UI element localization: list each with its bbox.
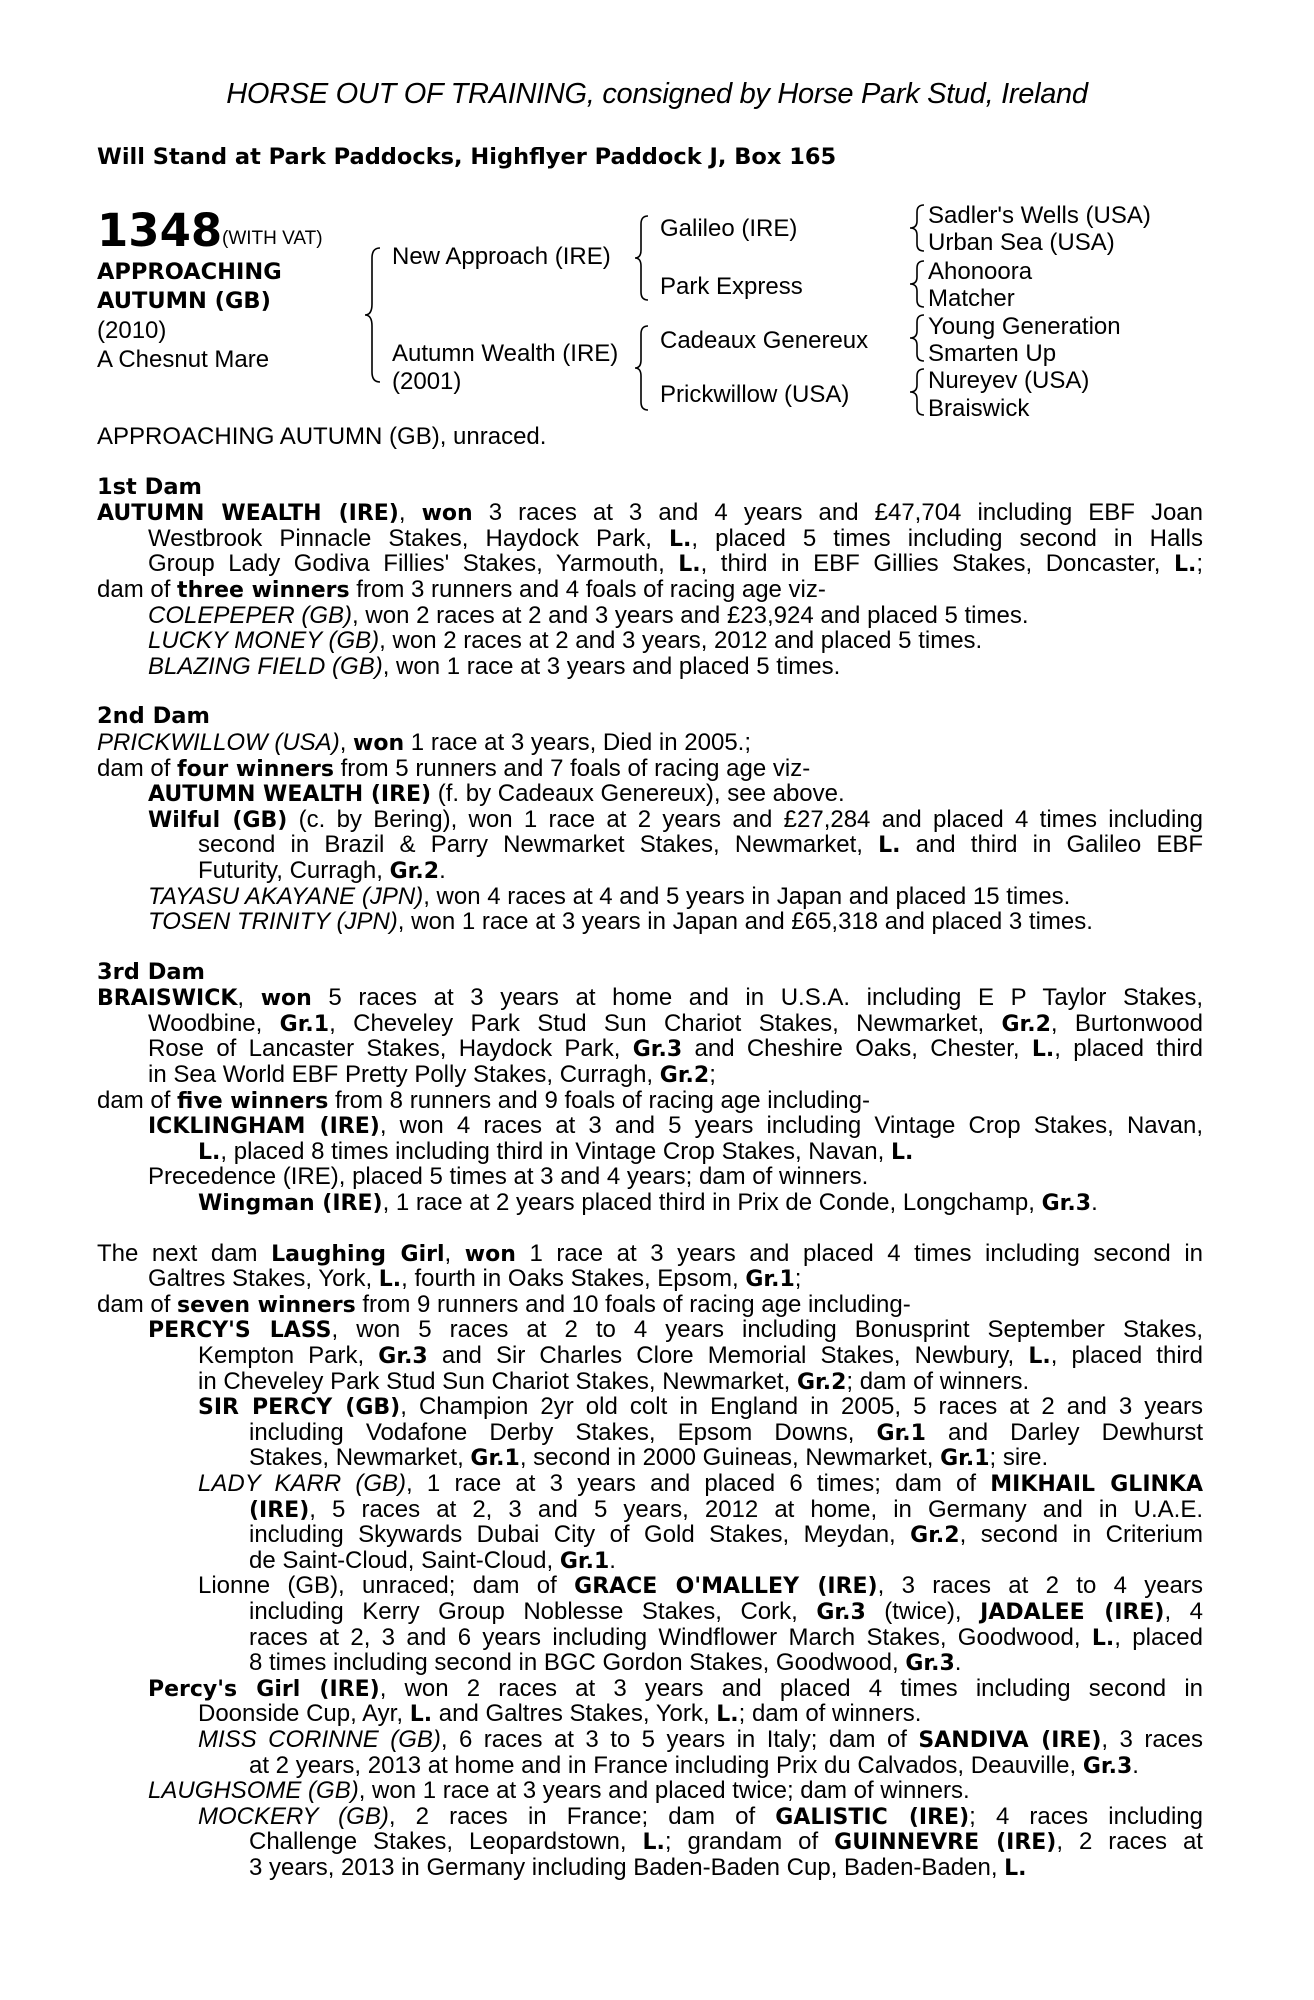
third-dam-heading: 3rd Dam xyxy=(97,958,205,985)
pedigree-g3: Ahonoora xyxy=(928,258,1033,285)
third-dam-progeny-1: ICKLINGHAM (IRE), won 4 races at 3 and 5 years including Vintage Crop Stakes, Navan, xyxy=(148,1112,1203,1140)
first-dam-section xyxy=(97,475,1203,680)
pedigree-dam-year: (2001) xyxy=(392,368,462,395)
pedigree-sire-dam: Park Express xyxy=(660,273,803,300)
third-dam-progeny-2: Precedence (IRE), placed 5 times at 3 and 4 years; dam of winners. xyxy=(148,1163,869,1191)
pedigree-brace-g1 xyxy=(900,200,930,256)
pedigree-sire-sire: Galileo (IRE) xyxy=(660,215,798,242)
pedigree-g8: Braiswick xyxy=(928,395,1030,422)
pedigree-g6: Smarten Up xyxy=(928,340,1057,367)
first-dam-line-1: AUTUMN WEALTH (IRE), won 3 races at 3 and 4 years and £47,704 including EBF Joan xyxy=(97,499,1203,527)
second-dam-progeny-2-line-3: Futurity, Curragh, Gr.2. xyxy=(198,856,446,884)
first-dam-line-4: dam of three winners from 3 runners and 4 foals of racing age viz- xyxy=(97,575,826,603)
lionne-line-1: Lionne (GB), unraced; dam of GRACE O'MALLEY (IRE), 3 races at 2 to 4 years xyxy=(198,1572,1203,1600)
third-dam-line-2: Woodbine, Gr.1, Cheveley Park Stud Sun Chariot Stakes, Newmarket, Gr.2, Burtonwood xyxy=(148,1009,1203,1037)
first-dam-progeny-2: LUCKY MONEY (GB), won 2 races at 2 and 3 years, 2012 and placed 5 times. xyxy=(148,627,983,655)
miss-corinne-line-1: MISS CORINNE (GB), 6 races at 3 to 5 years in Italy; dam of SANDIVA (IRE), 3 races xyxy=(198,1725,1204,1753)
third-dam-section xyxy=(97,960,1203,1216)
lot-number: 1348 xyxy=(97,204,223,257)
pedigree-g2: Urban Sea (USA) xyxy=(928,229,1115,256)
pedigree-brace-main xyxy=(360,240,390,390)
pedigree-brace-g2 xyxy=(900,256,930,312)
second-dam-section xyxy=(97,704,1203,934)
percys-girl-line-1: Percy's Girl (IRE), won 2 races at 3 years and placed 4 times including second in xyxy=(148,1674,1203,1702)
horse-info xyxy=(97,258,282,374)
page-title: HORSE OUT OF TRAINING, consigned by Horse Park Stud, Ireland xyxy=(226,78,1088,110)
first-dam-heading: 1st Dam xyxy=(97,473,202,500)
sir-percy-line-2: including Vodafone Derby Stakes, Epsom Downs, Gr.1 and Darley Dewhurst xyxy=(249,1418,1203,1446)
pedigree-brace-sire xyxy=(630,210,654,306)
pedigree-g1: Sadler's Wells (USA) xyxy=(928,202,1151,229)
next-dam-section xyxy=(97,1241,1203,1881)
pedigree-sire: New Approach (IRE) xyxy=(392,243,611,270)
third-dam-progeny-1-line-2: L., placed 8 times including third in Vintage Crop Stakes, Navan, L. xyxy=(198,1137,914,1165)
lionne-line-2: including Kerry Group Noblesse Stakes, Cork, Gr.3 (twice), JADALEE (IRE), 4 xyxy=(249,1597,1204,1625)
sir-percy-line-3: Stakes, Newmarket, Gr.1, second in 2000 Guineas, Newmarket, Gr.1; sire. xyxy=(249,1444,1049,1472)
sir-percy-line-1: SIR PERCY (GB), Champion 2yr old colt in England in 2005, 5 races at 2 and 3 years xyxy=(198,1393,1203,1421)
vat-label: (WITH VAT) xyxy=(222,228,323,249)
lady-karr-line-2: (IRE), 5 races at 2, 3 and 5 years, 2012 at home, in Germany and in U.A.E. xyxy=(249,1495,1203,1523)
second-dam-progeny-4: TOSEN TRINITY (JPN), won 1 race at 3 years in Japan and £65,318 and placed 3 times. xyxy=(148,908,1093,936)
pedigree-dam-sire: Cadeaux Genereux xyxy=(660,327,869,354)
mockery-line-2: Challenge Stakes, Leopardstown, L.; grandam of GUINNEVRE (IRE), 2 races at xyxy=(249,1828,1203,1856)
next-dam-line-2: Galtres Stakes, York, L., fourth in Oaks Stakes, Epsom, Gr.1; xyxy=(148,1265,802,1293)
horse-year: (2010) xyxy=(97,317,167,344)
catalogue-body xyxy=(97,424,1203,1880)
mockery-line-3: 3 years, 2013 in Germany including Baden-Baden Cup, Baden-Baden, L. xyxy=(249,1853,1027,1881)
horse-description: A Chesnut Mare xyxy=(97,346,270,373)
third-dam-line-5: dam of five winners from 8 runners and 9 foals of racing age including- xyxy=(97,1086,870,1114)
pedigree-g7: Nureyev (USA) xyxy=(928,367,1090,394)
first-dam-progeny-1: COLEPEPER (GB), won 2 races at 2 and 3 years and £23,924 and placed 5 times. xyxy=(148,601,1029,629)
first-dam-progeny-3: BLAZING FIELD (GB), won 1 race at 3 years and placed 5 times. xyxy=(148,652,841,680)
percys-lass-line-2: Kempton Park, Gr.3 and Sir Charles Clore Memorial Stakes, Newbury, L., placed third xyxy=(198,1342,1203,1369)
first-dam-line-2: Westbrook Pinnacle Stakes, Haydock Park, L., placed 5 times including second in Halls xyxy=(148,524,1203,552)
miss-corinne-line-2: at 2 years, 2013 at home and in France including Prix du Calvados, Deauville, Gr.3. xyxy=(249,1751,1139,1779)
pedigree-dam-dam: Prickwillow (USA) xyxy=(660,381,850,408)
percys-lass-line-1: PERCY'S LASS, won 5 races at 2 to 4 years including Bonusprint September Stakes, xyxy=(148,1316,1204,1344)
second-dam-line-2: dam of four winners from 5 runners and 7 foals of racing age viz- xyxy=(97,754,811,782)
pedigree-brace-dam xyxy=(630,320,654,416)
third-dam-line-1: BRAISWICK, won 5 races at 3 years at home and in U.S.A. including E P Taylor Stakes, xyxy=(97,984,1204,1012)
horse-name-line1: APPROACHING xyxy=(97,259,282,285)
third-dam-progeny-3: Wingman (IRE), 1 race at 2 years placed third in Prix de Conde, Longchamp, Gr.3. xyxy=(198,1189,1098,1217)
horse-name-line2: AUTUMN (GB) xyxy=(97,288,271,314)
pedigree-brace-g4 xyxy=(900,364,930,420)
next-dam-line-3: dam of seven winners from 9 runners and 10 foals of racing age including- xyxy=(97,1290,911,1318)
first-dam-line-3: Group Lady Godiva Fillies' Stakes, Yarmouth, L., third in EBF Gillies Stakes, Doncaster, L.; xyxy=(148,550,1203,578)
second-dam-progeny-2-line-2: second in Brazil & Parry Newmarket Stakes, Newmarket, L. and third in Galileo EBF xyxy=(198,831,1203,859)
percys-lass-line-3: in Cheveley Park Stud Sun Chariot Stakes, Newmarket, Gr.2; dam of winners. xyxy=(198,1367,1030,1395)
second-dam-progeny-2: Wilful (GB) (c. by Bering), won 1 race at 2 years and £27,284 and placed 4 times including xyxy=(148,805,1204,833)
second-dam-progeny-1: AUTUMN WEALTH (IRE) (f. by Cadeaux Genereux), see above. xyxy=(148,780,845,808)
mockery-line-1: MOCKERY (GB), 2 races in France; dam of GALISTIC (IRE); 4 races including xyxy=(198,1802,1203,1830)
second-dam-progeny-3: TAYASU AKAYANE (JPN), won 4 races at 4 and 5 years in Japan and placed 15 times. xyxy=(148,882,1071,910)
lady-karr-line-3: including Skywards Dubai City of Gold Stakes, Meydan, Gr.2, second in Criterium xyxy=(249,1521,1203,1549)
pedigree-dam: Autumn Wealth (IRE) xyxy=(392,340,619,367)
second-dam-line-1: PRICKWILLOW (USA), won 1 race at 3 years, Died in 2005.; xyxy=(97,728,752,756)
third-dam-line-4: in Sea World EBF Pretty Polly Stakes, Curragh, Gr.2; xyxy=(148,1061,716,1089)
pedigree-brace-g3 xyxy=(900,310,930,366)
stand-location: Will Stand at Park Paddocks, Highflyer Paddock J, Box 165 xyxy=(97,144,837,170)
lady-karr-line-4: de Saint-Cloud, Saint-Cloud, Gr.1. xyxy=(249,1546,616,1574)
pedigree-g4: Matcher xyxy=(928,285,1015,312)
third-dam-line-3: Rose of Lancaster Stakes, Haydock Park, Gr.3 and Cheshire Oaks, Chester, L., placed third xyxy=(148,1035,1203,1063)
second-dam-heading: 2nd Dam xyxy=(97,703,210,730)
lionne-line-3: races at 2, 3 and 6 years including Windflower March Stakes, Goodwood, L., placed xyxy=(249,1623,1203,1651)
summary: APPROACHING AUTUMN (GB), unraced. xyxy=(97,423,547,450)
lionne-line-4: 8 times including second in BGC Gordon Stakes, Goodwood, Gr.3. xyxy=(249,1649,962,1677)
laughsome-line-1: LAUGHSOME (GB), won 1 race at 3 years and placed twice; dam of winners. xyxy=(148,1777,970,1805)
percys-girl-line-2: Doonside Cup, Ayr, L. and Galtres Stakes, York, L.; dam of winners. xyxy=(198,1700,922,1728)
lady-karr-line-1: LADY KARR (GB), 1 race at 3 years and placed 6 times; dam of MIKHAIL GLINKA xyxy=(198,1469,1203,1497)
next-dam-line-1: The next dam Laughing Girl, won 1 race at 3 years and placed 4 times including second in xyxy=(97,1239,1203,1267)
pedigree-g5: Young Generation xyxy=(928,313,1121,340)
